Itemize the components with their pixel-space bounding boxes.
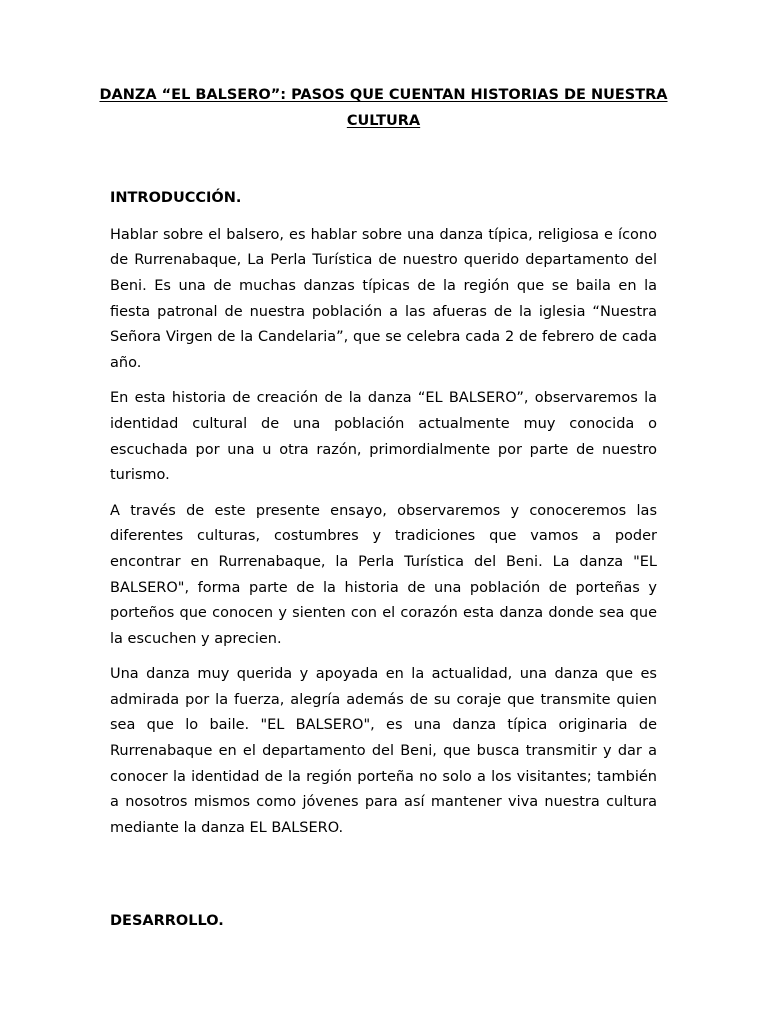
development-heading: DESARROLLO. — [110, 913, 224, 929]
paragraph-3: A través de este presente ensayo, observaremos y conoceremos las diferentes culturas, costumbres y tradiciones que vamos a poder encontrar en Rurrenabaque, la Perla Turística del Beni. La danza "EL BALSERO", forma parte de la historia de una población de porteñas y porteños que conocen y sienten con el corazón esta danza donde sea que la escuchen y aprecien. — [110, 502, 657, 647]
paragraph-1: Hablar sobre el balsero, es hablar sobre una danza típica, religiosa e ícono de Rurrenabaque, La Perla Turística de nuestro querido departamento del Beni. Es una de muchas danzas típicas de la región que se baila en la fiesta patronal de nuestra población a las afueras de la iglesia “Nuestra Señora Virgen de la Candelaria”, que se celebra cada 2 de febrero de cada año. — [110, 226, 657, 371]
paragraph-2: En esta historia de creación de la danza “EL BALSERO”, observaremos la identidad cultural de una población actualmente muy conocida o escuchada por una u otra razón, primordialmente por parte de nuestro turismo. — [110, 390, 657, 484]
document-title: DANZA “EL BALSERO”: PASOS QUE CUENTAN HISTORIAS DE NUESTRA CULTURA — [99, 87, 668, 129]
paragraph-4: Una danza muy querida y apoyada en la actualidad, una danza que es admirada por la fuerza, alegría además de su coraje que transmite quien sea que lo baile. "EL BALSERO", es una danza típica originaria de Rurrenabaque en el departamento del Beni, que busca transmitir y dar a conocer la identidad de la región porteña no solo a los visitantes; también a nosotros mismos como jóvenes para así mantener viva nuestra cultura mediante la danza EL BALSERO. — [110, 666, 657, 836]
introduction-heading: INTRODUCCIÓN. — [110, 190, 242, 207]
document-body — [99, 83, 668, 841]
